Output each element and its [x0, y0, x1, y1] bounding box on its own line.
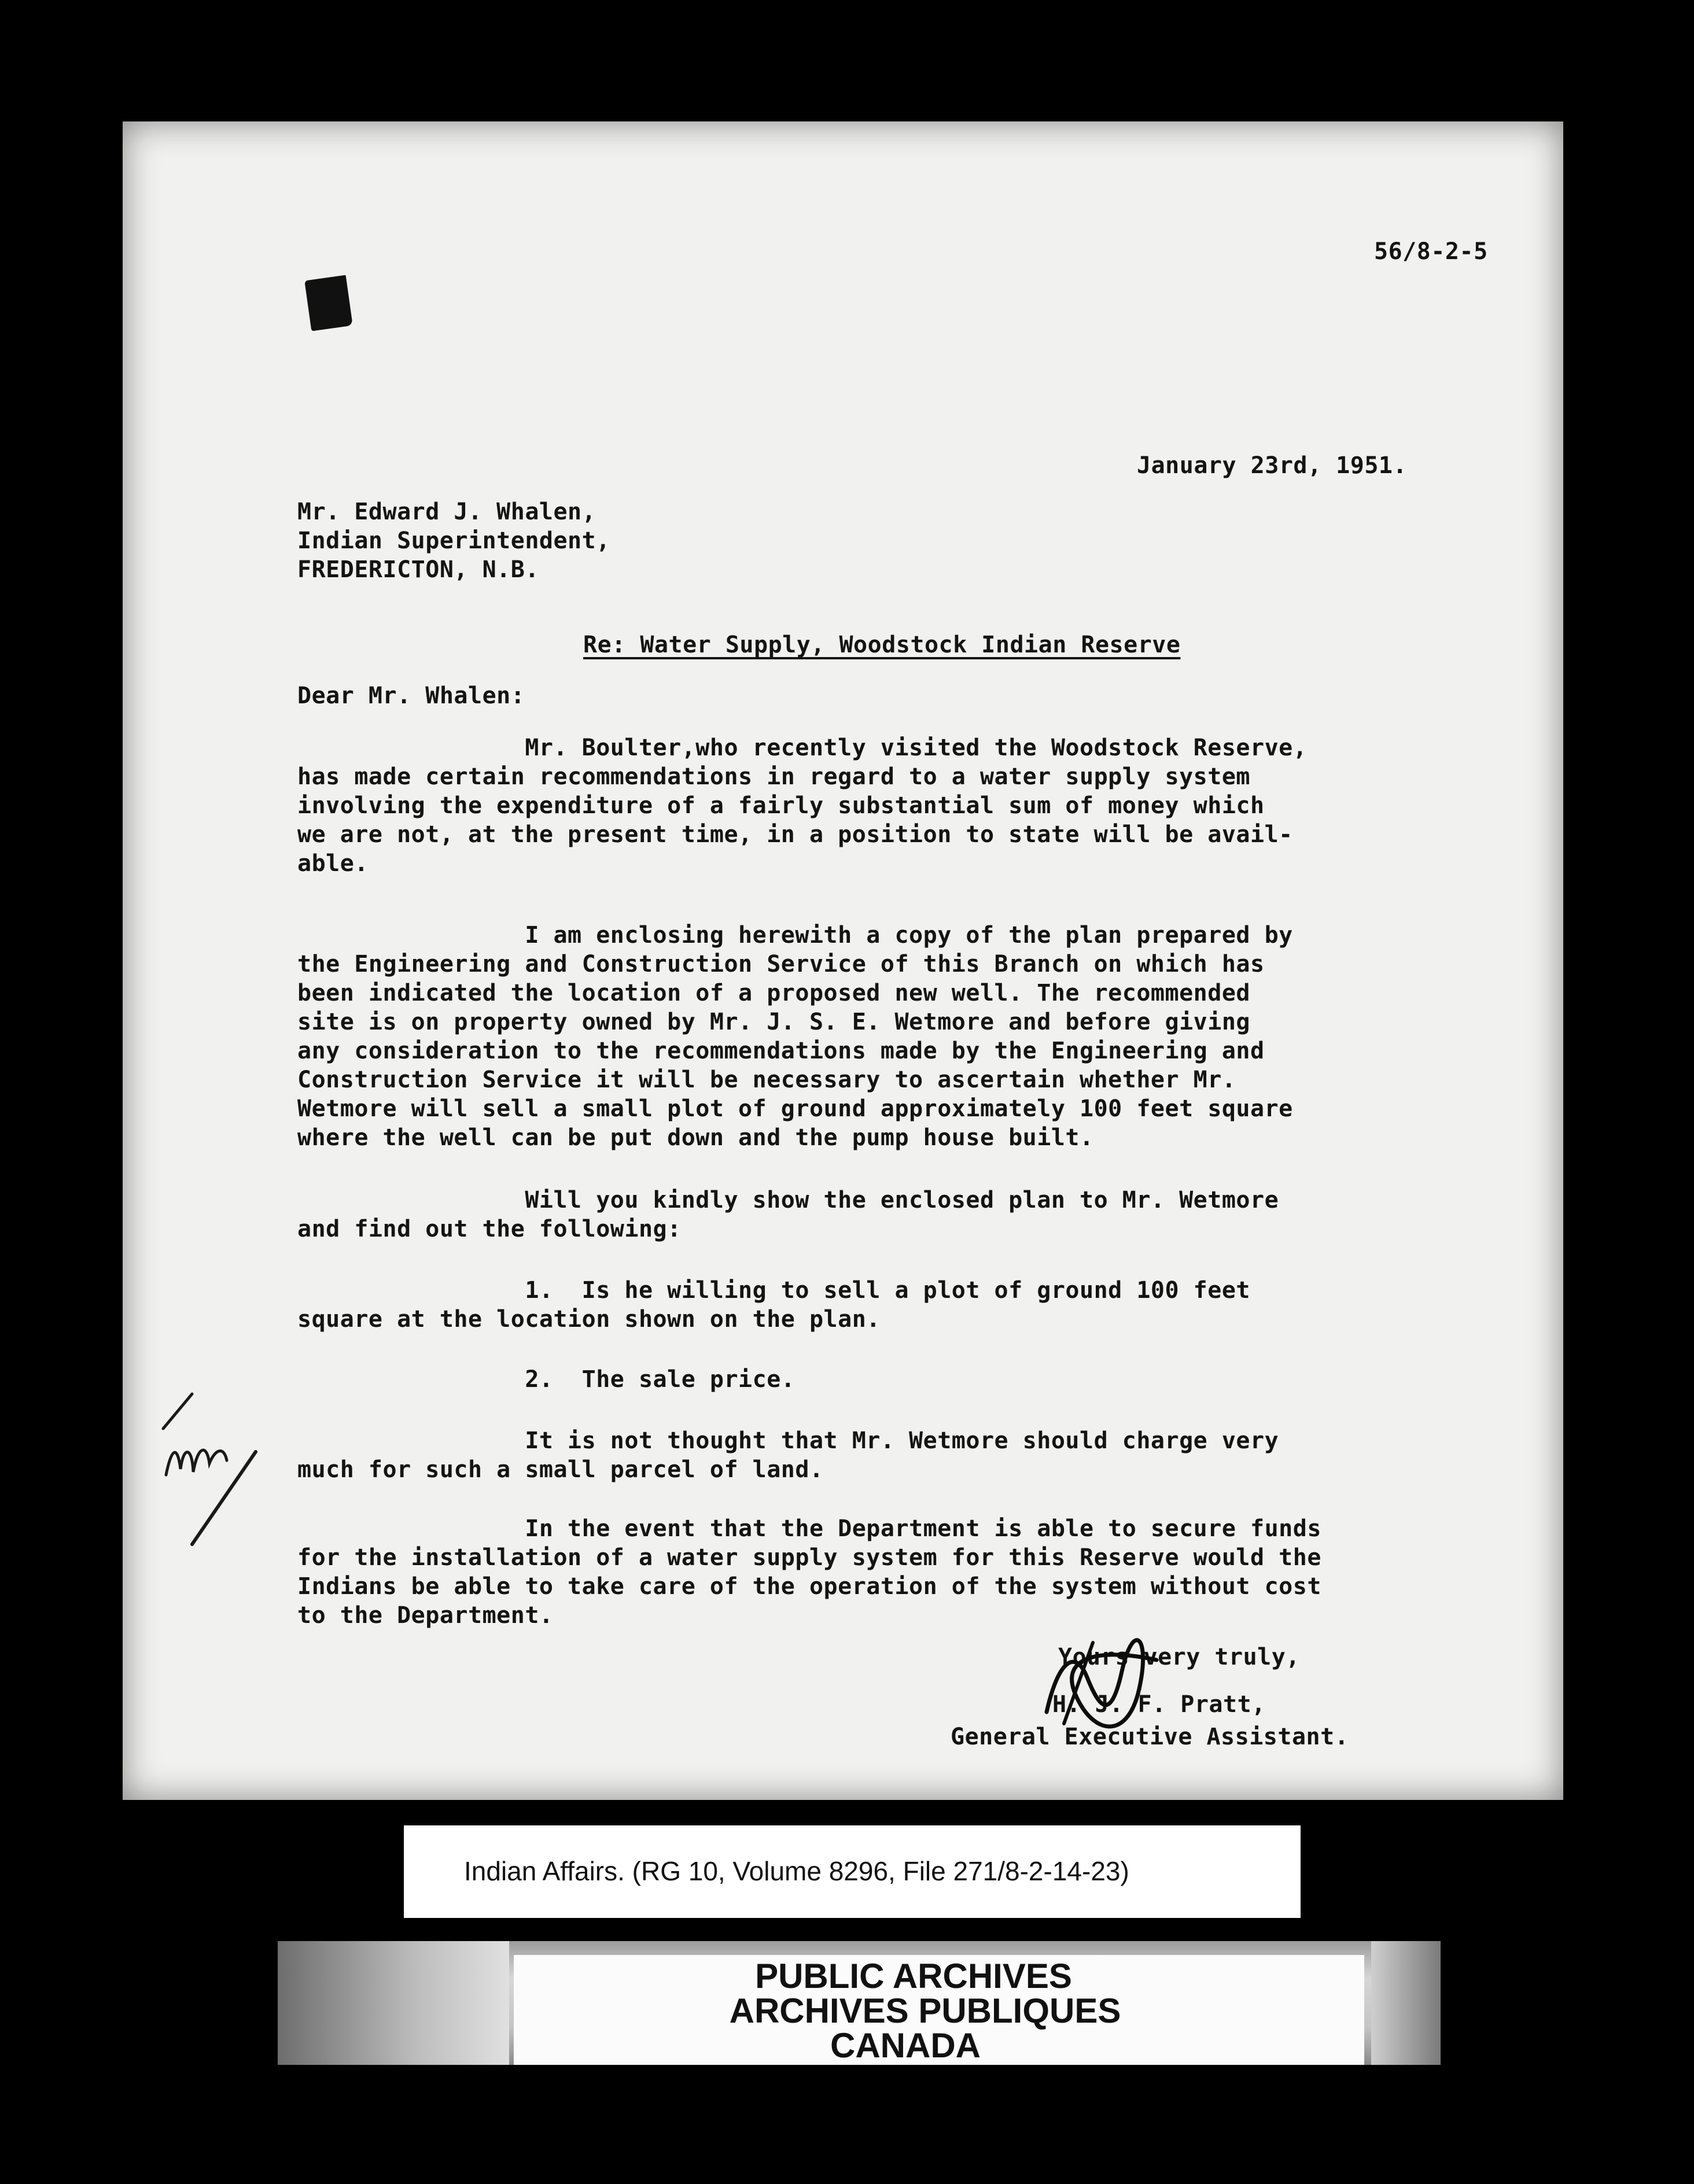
archive-citation-card	[404, 1825, 1301, 1918]
paragraph	[297, 1186, 1279, 1244]
text-line: the Engineering and Construction Service of this Branch on which has	[297, 951, 1265, 977]
text-line: Construction Service it will be necessary to ascertain whether Mr.	[297, 1067, 1236, 1093]
stamp-line: ARCHIVES PUBLIQUES	[729, 1991, 1121, 2030]
text-line: for the installation of a water supply system for this Reserve would the	[297, 1544, 1321, 1571]
stamp-line: PUBLIC ARCHIVES	[755, 1957, 1072, 1995]
letter-page	[123, 121, 1563, 1800]
letter-date: January 23rd, 1951.	[1137, 452, 1408, 479]
text-line: able.	[297, 850, 369, 877]
closing: Yours very truly,	[1058, 1644, 1300, 1670]
text-line: I am enclosing herewith a copy of the plan prepared by	[297, 922, 1293, 949]
text-line: and find out the following:	[297, 1216, 682, 1242]
numbered-item	[297, 1365, 795, 1394]
signer-name: H. J. F. Pratt,	[1052, 1691, 1266, 1718]
text-line: any consideration to the recommendations made by the Engineering and	[297, 1038, 1265, 1064]
text-line: much for such a small parcel of land.	[297, 1456, 824, 1483]
text-line: Indians be able to take care of the operation of the system without cost	[297, 1573, 1321, 1600]
recipient-line: Indian Superintendent,	[297, 527, 610, 554]
numbered-item	[297, 1276, 1250, 1334]
archive-stamp	[514, 1955, 1364, 2065]
file-reference: 56/8-2-5	[1374, 238, 1488, 265]
text-line: we are not, at the present time, in a position to state will be avail-	[297, 821, 1293, 848]
paragraph	[297, 1514, 1321, 1630]
text-line: It is not thought that Mr. Wetmore should charge very	[297, 1427, 1279, 1454]
text-line: square at the location shown on the plan.	[297, 1306, 881, 1333]
text-line: 2. The sale price.	[297, 1366, 796, 1393]
recipient-address	[297, 497, 610, 584]
salutation: Dear Mr. Whalen:	[297, 682, 525, 709]
subject-line: Re: Water Supply, Woodstock Indian Reserve	[583, 632, 1181, 658]
recipient-line: FREDERICTON, N.B.	[297, 556, 539, 583]
paragraph	[297, 921, 1293, 1152]
text-line: In the event that the Department is able to secure funds	[297, 1515, 1321, 1542]
signer-title: General Executive Assistant.	[951, 1724, 1349, 1750]
text-line: been indicated the location of a proposed new well. The recommended	[297, 980, 1250, 1006]
stamp-line: CANADA	[830, 2026, 981, 2065]
text-line: Wetmore will sell a small plot of ground approximately 100 feet square	[297, 1095, 1293, 1122]
text-line: to the Department.	[297, 1602, 554, 1629]
handwritten-initials	[152, 1377, 267, 1550]
text-line: involving the expenditure of a fairly substantial sum of money which	[297, 792, 1265, 819]
paragraph	[297, 1426, 1279, 1484]
text-line: has made certain recommendations in regard to a water supply system	[297, 763, 1250, 790]
text-line: Mr. Boulter,who recently visited the Woodstock Reserve,	[297, 735, 1308, 761]
recipient-line: Mr. Edward J. Whalen,	[297, 499, 596, 525]
archive-citation: Indian Affairs. (RG 10, Volume 8296, File 271/8-2-14-23)	[464, 1856, 1129, 1886]
paragraph	[297, 733, 1307, 878]
text-line: site is on property owned by Mr. J. S. E. Wetmore and before giving	[297, 1009, 1250, 1035]
text-line: Will you kindly show the enclosed plan to Mr. Wetmore	[297, 1187, 1279, 1213]
text-line: where the well can be put down and the pump house built.	[297, 1124, 1094, 1151]
handwritten-signature	[1023, 1625, 1174, 1741]
ink-blot	[304, 275, 353, 331]
text-line: 1. Is he willing to sell a plot of ground 100 feet	[297, 1277, 1250, 1304]
